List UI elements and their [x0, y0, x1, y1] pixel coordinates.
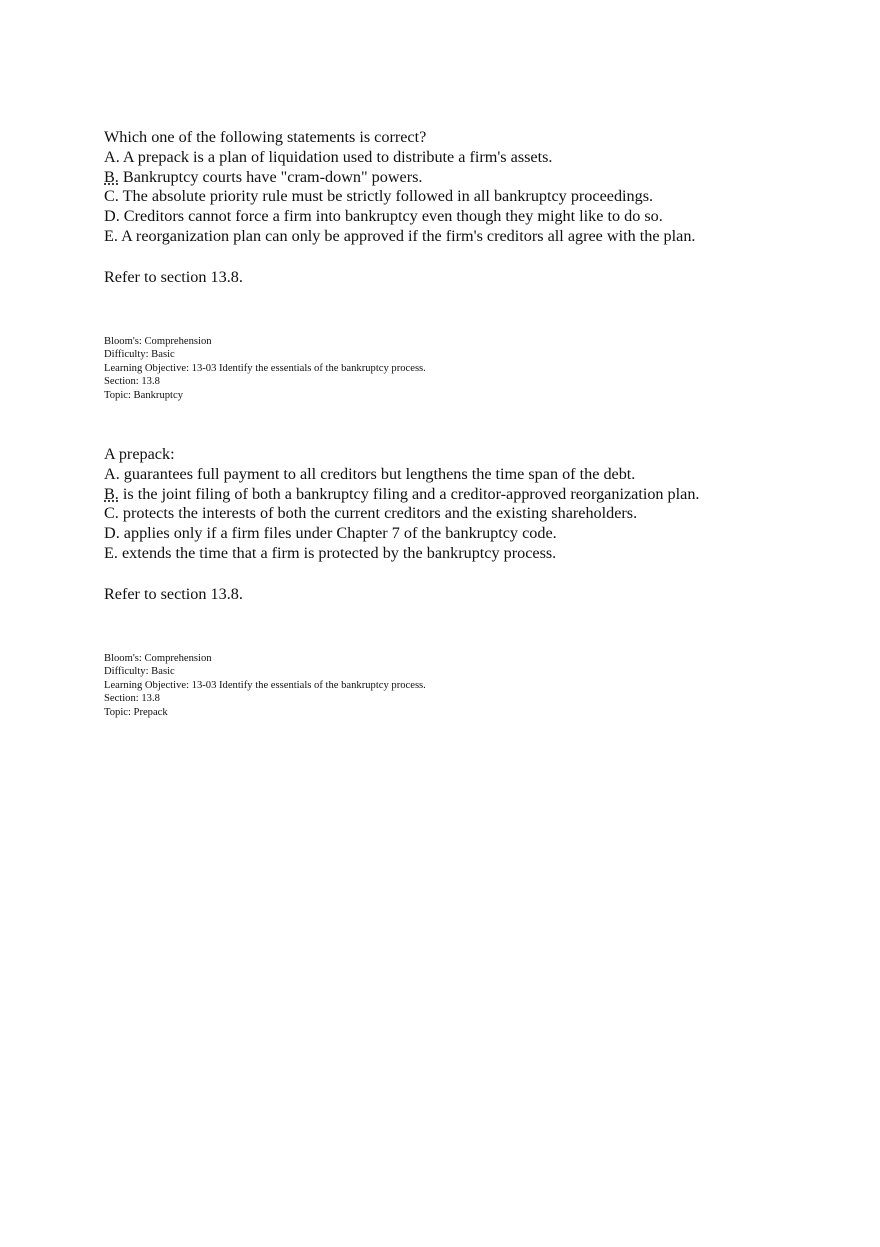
option-text: guarantees full payment to all creditors but lengthens the time span of the debt. — [123, 464, 636, 483]
option-text: extends the time that a firm is protected by the bankruptcy process. — [121, 543, 557, 562]
question-1 — [104, 128, 844, 402]
option-d — [104, 207, 844, 227]
option-letter: E. — [104, 226, 118, 245]
question-2 — [104, 445, 844, 719]
option-letter: A. — [104, 464, 120, 483]
difficulty: Difficulty: Basic — [104, 349, 175, 361]
question-stem: A prepack: — [104, 445, 175, 463]
option-a — [104, 148, 844, 168]
option-letter: D. — [104, 524, 120, 543]
difficulty: Difficulty: Basic — [104, 666, 175, 678]
blooms-level: Bloom's: Comprehension — [104, 335, 212, 347]
option-text: Bankruptcy courts have "cram-down" powers. — [122, 167, 423, 186]
option-text: Creditors cannot force a firm into bankruptcy even though they might like to do so. — [123, 207, 663, 226]
section-reference: Refer to section 13.8. — [104, 584, 243, 603]
option-text: is the joint filing of both a bankruptcy filing and a creditor-approved reorganization plan. — [122, 484, 700, 503]
option-a — [104, 465, 844, 485]
learning-objective: Learning Objective: 13-03 Identify the essentials of the bankruptcy process. — [104, 362, 426, 374]
learning-objective: Learning Objective: 13-03 Identify the essentials of the bankruptcy process. — [104, 679, 426, 691]
option-b-correct — [104, 168, 844, 188]
topic: Topic: Bankruptcy — [104, 389, 183, 401]
option-letter: E. — [104, 543, 118, 562]
option-d — [104, 524, 844, 544]
question-stem: Which one of the following statements is correct? — [104, 128, 427, 146]
option-c — [104, 187, 844, 207]
topic: Topic: Prepack — [104, 706, 168, 718]
question-metadata — [104, 335, 844, 403]
option-e — [104, 544, 844, 564]
option-letter: A. — [104, 147, 120, 166]
option-b-correct — [104, 485, 844, 505]
section-reference: Refer to section 13.8. — [104, 267, 243, 286]
option-text: applies only if a firm files under Chapter 7 of the bankruptcy code. — [123, 524, 557, 543]
question-metadata — [104, 652, 844, 720]
option-text: protects the interests of both the current creditors and the existing shareholders. — [122, 504, 638, 523]
section-number: Section: 13.8 — [104, 376, 160, 388]
section-number: Section: 13.8 — [104, 693, 160, 705]
option-c — [104, 504, 844, 524]
option-letter: D. — [104, 207, 120, 226]
correct-answer-letter: B. — [104, 167, 119, 186]
option-letter: C. — [104, 187, 119, 206]
blooms-level: Bloom's: Comprehension — [104, 652, 212, 664]
option-letter: C. — [104, 504, 119, 523]
option-text: The absolute priority rule must be strictly followed in all bankruptcy proceedings. — [122, 187, 654, 206]
correct-answer-letter: B. — [104, 484, 119, 503]
option-text: A reorganization plan can only be approved if the firm's creditors all agree with the plan. — [121, 226, 696, 245]
option-e — [104, 227, 844, 247]
option-text: A prepack is a plan of liquidation used to distribute a firm's assets. — [122, 147, 553, 166]
